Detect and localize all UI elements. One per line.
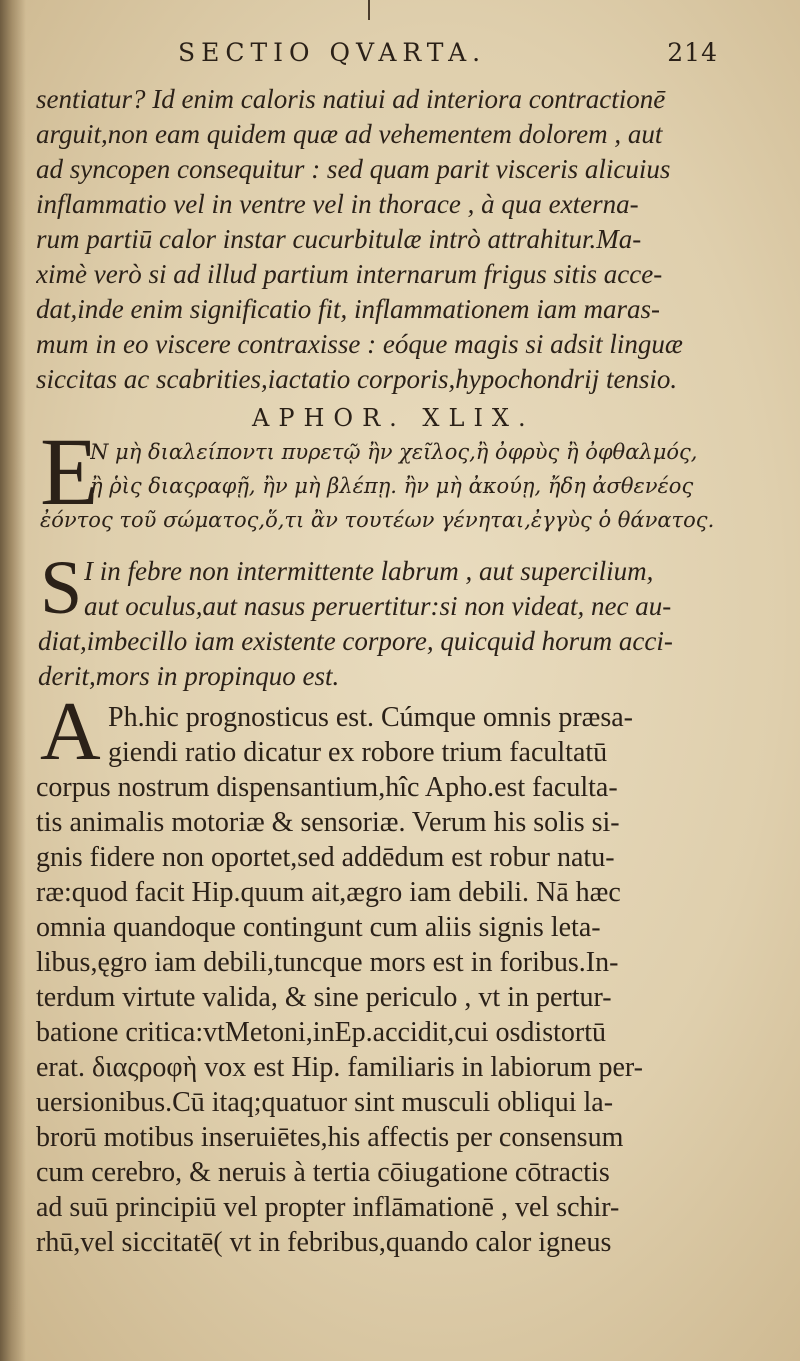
commentary-line: sentiatur? Id enim caloris natiui ad interiora contractionē xyxy=(36,84,666,114)
commentary2-line: terdum virtute valida, & sine periculo , vt in pertur- xyxy=(36,982,612,1013)
greek-line: ἢ ῥὶς διαςραφῇ, ἢν μὴ βλέπῃ. ἢν μὴ ἀκούῃ, ἤδη ἀσθενέος xyxy=(90,474,694,498)
commentary-line: inflammatio vel in ventre vel in thorace , à qua externa- xyxy=(36,189,639,219)
commentary-line: mum in eo viscere contraxisse : eóque magis si adsit linguæ xyxy=(36,329,683,359)
page-number: 214 xyxy=(667,38,718,67)
commentary2-line: rhū,vel siccitatē( vt in febribus,quando calor igneus xyxy=(36,1227,612,1258)
commentary2-line: omnia quandoque contingunt cum aliis signis leta- xyxy=(36,912,601,943)
commentary-line: siccitas ac scabrities,iactatio corporis,hypochondrij tensio. xyxy=(36,364,678,394)
commentary-line: ad syncopen consequitur : sed quam parit visceris alicuius xyxy=(36,154,671,184)
commentary2-line: Ph.hic prognosticus est. Cúmque omnis præsa- xyxy=(108,702,633,733)
commentary2-line: batione critica:vtMetoni,inEp.accidit,cui osdistortū xyxy=(36,1017,606,1048)
commentary-line: ximè verò si ad illud partium internarum frigus sitis acce- xyxy=(36,259,663,289)
commentary2-line: ad suū principiū vel propter inflāmationē , vel schir- xyxy=(36,1192,620,1223)
latin-line: derit,mors in propinquo est. xyxy=(38,661,340,691)
commentary-line: dat,inde enim significatio fit, inflammationem iam maras- xyxy=(36,294,660,324)
commentary2-line: tis animalis motoriæ & sensoriæ. Verum his solis si- xyxy=(36,807,620,838)
aphorism-heading: APHOR. XLIX. xyxy=(252,404,535,432)
latin-line: aut oculus,aut nasus peruertitur:si non videat, nec au- xyxy=(84,591,672,621)
commentary-line: rum partiū calor instar cucurbitulæ intrò attrahitur.Ma- xyxy=(36,224,642,254)
commentary-line: arguit,non eam quidem quæ ad vehementem dolorem , aut xyxy=(36,119,663,149)
greek-line: N μὴ διαλείποντι πυρετῷ ἢν χεῖλος,ἢ ὀφρὺς ἢ ὀφθαλμός, xyxy=(90,440,698,464)
commentary2-line: corpus nostrum dispensantium,hîc Apho.est faculta- xyxy=(36,772,618,803)
greek-drop-cap: E xyxy=(40,418,99,525)
latin-line: diat,imbecillo iam existente corpore, quicquid horum acci- xyxy=(38,626,673,656)
commentary2-line: ræ:quod facit Hip.quum ait,ægro iam debili. Nā hæc xyxy=(36,877,621,908)
section-title: SECTIO QVARTA. xyxy=(178,38,487,67)
latin-line: I in febre non intermittente labrum , aut supercilium, xyxy=(84,556,654,586)
latin-drop-cap: S xyxy=(40,546,83,630)
commentary2-line: brorū motibus inseruiētes,his affectis per consensum xyxy=(36,1122,624,1153)
page-gutter-shadow xyxy=(0,0,26,1361)
top-margin-mark xyxy=(368,0,370,20)
greek-line: ἐόντος τοῦ σώματος,ὅ,τι ἂν τουτέων γένηται,ἐγγὺς ὁ θάνατος. xyxy=(40,508,715,532)
commentary2-line: gnis fidere non oportet,sed addēdum est robur natu- xyxy=(36,842,615,873)
commentary2-line: erat. διαςροφὴ vox est Hip. familiaris in labiorum per- xyxy=(36,1052,644,1083)
commentary2-line: libus,ęgro iam debili,tuncque mors est in foribus.In- xyxy=(36,947,619,978)
running-header xyxy=(178,38,718,78)
commentary2-line: giendi ratio dicatur ex robore trium facultatū xyxy=(108,737,608,768)
commentary2-line: cum cerebro, & neruis à tertia cōiugatione cōtractis xyxy=(36,1157,610,1188)
commentary2-line: uersionibus.Cū itaq;quatuor sint musculi obliqui la- xyxy=(36,1087,614,1118)
commentary-drop-cap: A xyxy=(40,685,101,778)
